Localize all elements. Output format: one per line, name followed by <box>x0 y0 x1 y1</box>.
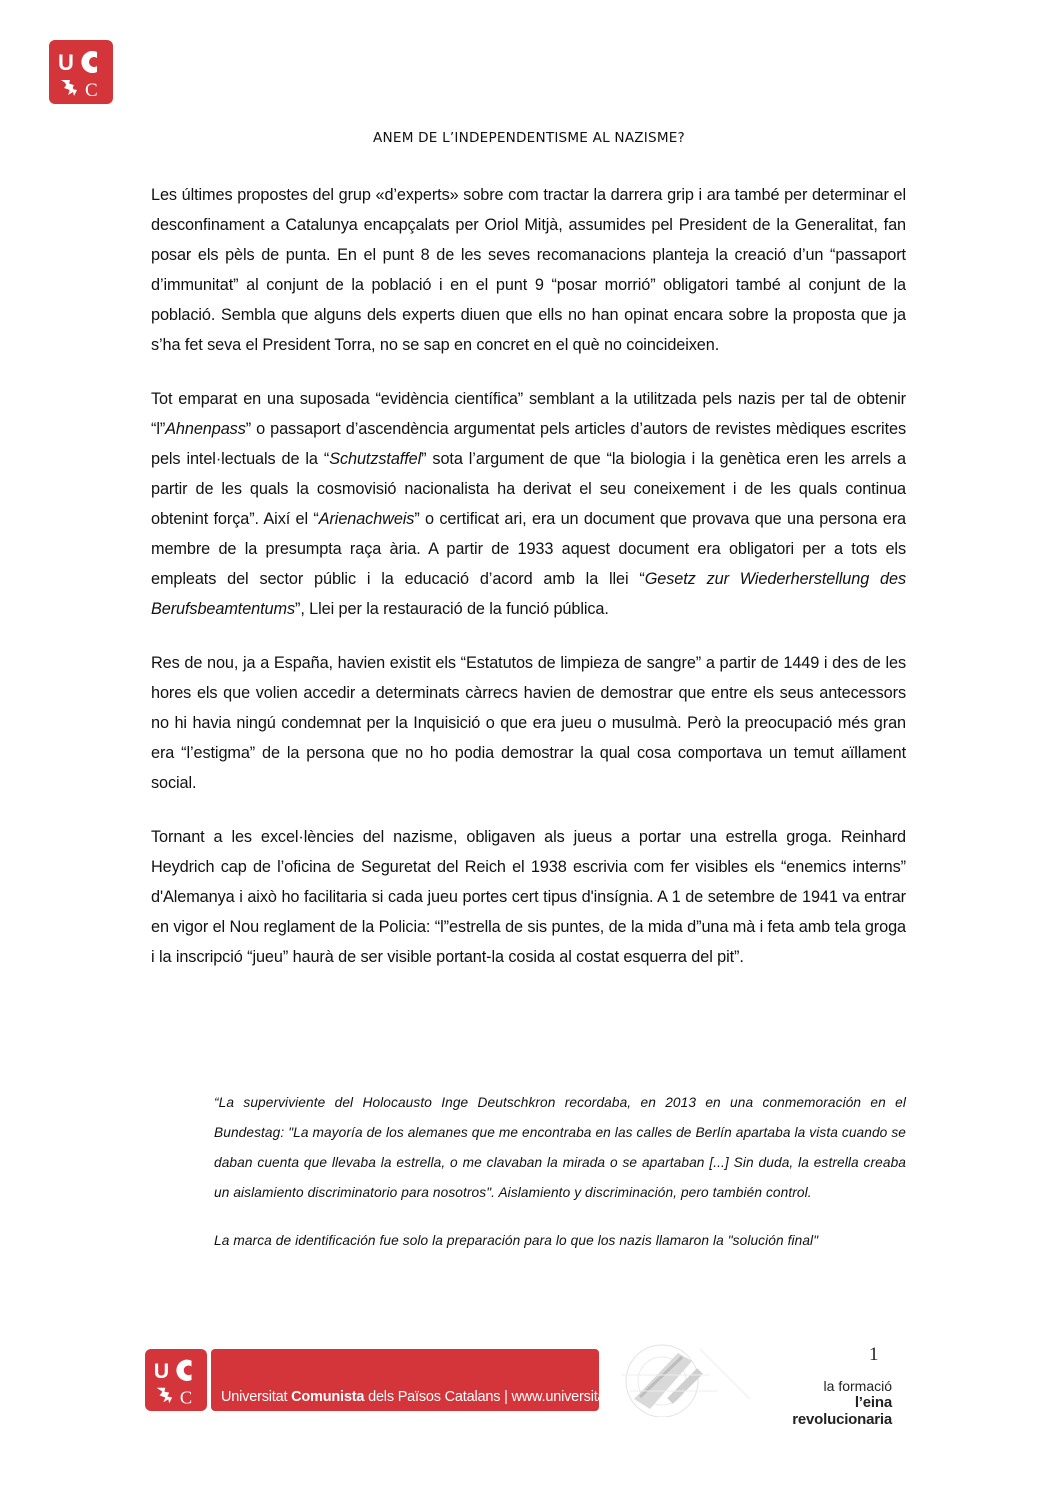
footer-logo-icon <box>145 1349 207 1411</box>
ucpc-logo-icon <box>49 40 113 104</box>
paragraph <box>151 648 906 798</box>
ucpc-logo <box>49 40 113 104</box>
svg-text:U: U <box>58 50 74 75</box>
footer-org-text: Universitat Comunista dels Països Catalans | www.universitat.cat <box>221 1389 632 1405</box>
paragraph-text: Tot emparat en una suposada “evidència científica” semblant a la utilitzada pels nazis per tal de obtenir “l” <box>151 390 906 438</box>
paragraph-text: Res de nou, ja a España, havien existit els “Estatutos de limpieza de sangre” a partir de 1449 i des de les hores els que volien accedir a determinats càrrecs havien de demostrar que entre els seus antecessors no hi havia ningú condemnat per la Inquisició o que era jueu o musulmà. Però la preocupació més gran era “l’estigma” de la persona que no ho podia demostrar la qual cosa comportava un temut aïllament social. <box>151 654 906 792</box>
slogan-line-2: l’eina revolucionaria <box>792 1394 892 1428</box>
footer-slogan <box>752 1378 892 1428</box>
footer-ucpc-logo <box>145 1349 207 1411</box>
block-quote <box>214 1088 906 1274</box>
svg-text:C: C <box>179 1387 193 1408</box>
slogan-line-1: la formació <box>823 1378 892 1394</box>
paragraph-text: ” o certificat ari, era un document que provava que una persona era membre de la presumpta raça ària. A partir de 1933 aquest document era obligatori per a tots els empleats del sector públic i la educació d’acord amb la llei “ <box>151 510 906 588</box>
footer-emblem-icon <box>600 1339 770 1417</box>
paragraph-text: Les últimes propostes del grup «d’experts» sobre com tractar la darrera grip i ara també per determinar el desconfinament a Catalunya encapçalats per Oriol Mitjà, assumides pel President de la Generalitat, fan posar els pèls de punta. En el punt 8 de les seves recomanacions planteja la creació d’un “passaport d’immunitat” al conjunt de la població i en el punt 9 “posar morrió” obligatori també al conjunt de la població. Sembla que alguns dels experts diuen que ells no han opinat encara sobre la proposta que ja s’ha fet seva el President Torra, no se sap en concret en el què no coincideixen. <box>151 186 906 354</box>
quote-paragraph: “La superviviente del Holocausto Inge Deutschkron recordaba, en 2013 en una conmemoración en el Bundestag: "La mayoría de los alemanes que me encontraba en las calles de Berlín apartaba la vista cuando se daban cuenta que llevaba la estrella, o me clavaban la mirada o se apartaban [...] Sin duda, la estrella creaba un aislamiento discriminatorio para nosotros". Aislamiento y discriminación, pero también control. <box>214 1095 906 1200</box>
quote-paragraph: La marca de identificación fue solo la preparación para lo que los nazis llamaron la "solución final" <box>214 1233 819 1248</box>
svg-text:U: U <box>153 1359 170 1384</box>
svg-text:C: C <box>85 80 98 101</box>
paragraph-text: Tornant a les excel·lències del nazisme, obligaven als jueus a portar una estrella groga. Reinhard Heydrich cap de l’oficina de Seguretat del Reich el 1938 escrivia com fer visibles els “enemics interns” d'Alemanya i això ho facilitaria si cada jueu portes cert tipus d'insígnia. A 1 de setembre de 1941 va entrar en vigor el Nou reglament de la Policia: “l”estrella de sis puntes, de la mida d”una mà i feta amb tela groga i la inscripció “jueu” haurà de ser visible portant-la cosida al costat esquerra del pit”. <box>151 828 906 966</box>
italic-term: Schutzstaffel <box>329 450 422 468</box>
article-body <box>151 180 906 996</box>
paragraph <box>151 384 906 624</box>
paragraph-text: ”, Llei per la restauració de la funció pública. <box>295 600 609 618</box>
italic-term: Ahnenpass <box>165 420 246 438</box>
page-title: ANEM DE L’INDEPENDENTISME AL NAZISME? <box>373 130 685 146</box>
paragraph-text: ” o passaport d’ascendència argumentat pels articles d’autors de revistes mèdiques escrites pels intel·lectuals de la “ <box>151 420 906 468</box>
italic-term: Arienachweis <box>318 510 415 528</box>
paragraph <box>151 822 906 972</box>
page-number: 1 <box>869 1344 879 1365</box>
footer-banner <box>211 1349 632 1411</box>
italic-term: Gesetz zur Wiederherstellung des Berufsbeamtentums <box>151 570 906 618</box>
paragraph-text: ” sota l’argument de que “la biologia i la genètica eren les arrels a partir de les quals la cosmovisió nacionalista ha derivat el seu coneixement i de les quals continua obtenint força”. Així el “ <box>151 450 906 528</box>
paragraph <box>151 180 906 360</box>
